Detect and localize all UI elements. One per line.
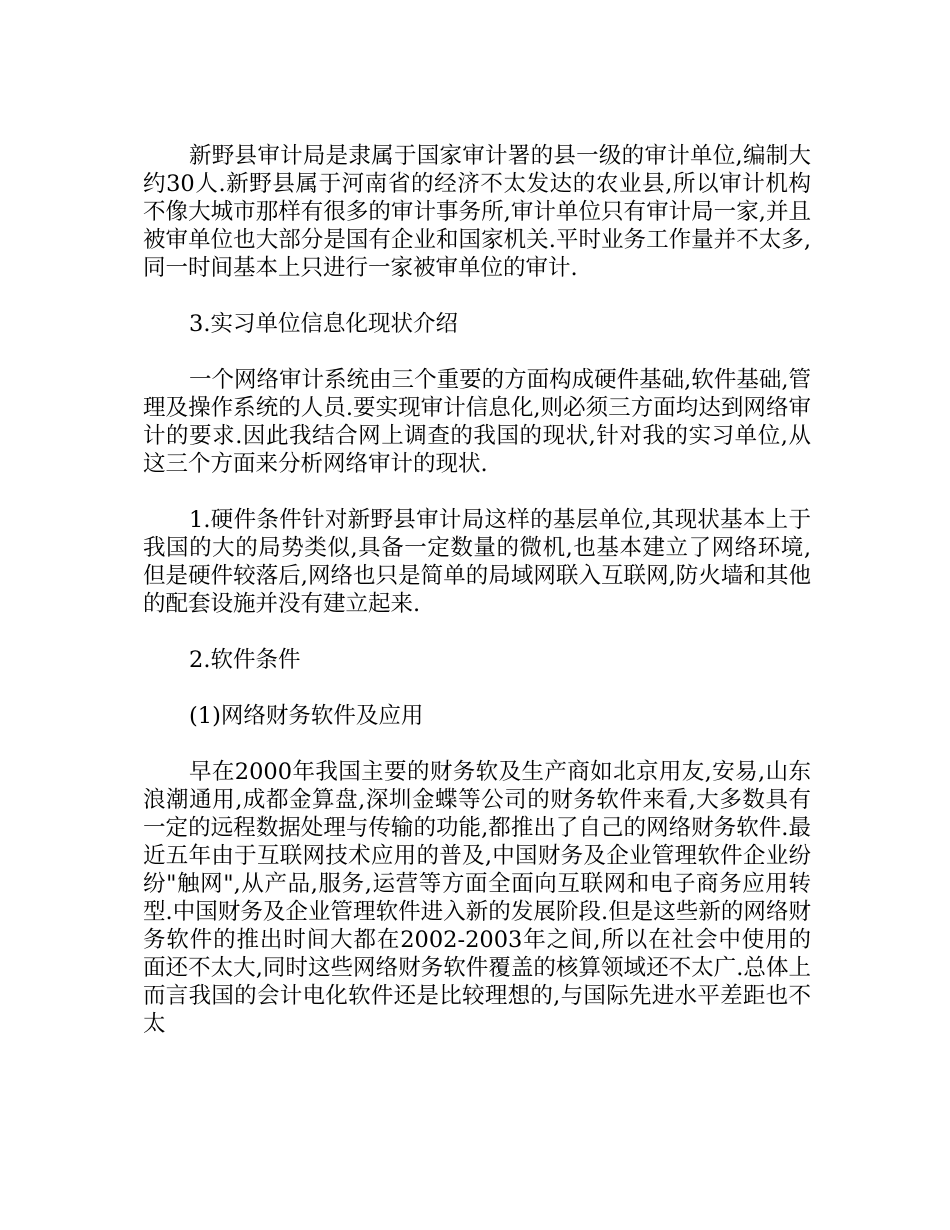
paragraph-network-audit-system: 一个网络审计系统由三个重要的方面构成硬件基础,软件基础,管理及操作系统的人员.要实现审计信息化,则必须三方面均达到网络审计的要求.因此我结合网上调查的我国的现状,针对我的实习单位,从这三个方面来分析网络审计的现状.	[143, 367, 811, 477]
paragraph-hardware-conditions: 1.硬件条件针对新野县审计局这样的基层单位,其现状基本上于我国的大的局势类似,具备一定数量的微机,也基本建立了网络环境,但是硬件较落后,网络也只是简单的局域网联入互联网,防火墙和其他的配套设施并没有建立起来.	[143, 507, 811, 617]
section-heading-informatization-status: 3.实习单位信息化现状介绍	[189, 311, 458, 337]
paragraph-finance-software-history: 早在2000年我国主要的财务软及生产商如北京用友,安易,山东浪潮通用,成都金算盘,深圳金蝶等公司的财务软件来看,大多数具有一定的远程数据处理与传输的功能,都推出了自己的网络财务软件.最近五年由于互联网技术应用的普及,中国财务及企业管理软件企业纷纷"触网",从产品,服务,运营等方面全面向互联网和电子商务应用转型.中国财务及企业管理软件进入新的发展阶段.但是这些新的网络财务软件的推出时间大都在2002-2003年之间,所以在社会中使用的面还不太大,同时这些网络财务软件覆盖的核算领域还不太广.总体上而言我国的会计电化软件还是比较理想的,与国际先进水平差距也不太	[143, 759, 811, 1037]
document-body	[143, 142, 811, 1038]
section-heading-software-conditions: 2.软件条件	[189, 647, 301, 673]
paragraph-audit-bureau-intro: 新野县审计局是隶属于国家审计署的县一级的审计单位,编制大约30人.新野县属于河南省的经济不太发达的农业县,所以审计机构不像大城市那样有很多的审计事务所,审计单位只有审计局一家,并且被审单位也大部分是国有企业和国家机关.平时业务工作量并不太多,同一时间基本上只进行一家被审单位的审计.	[143, 143, 811, 281]
subsection-heading-network-finance-software: (1)网络财务软件及应用	[189, 703, 424, 729]
